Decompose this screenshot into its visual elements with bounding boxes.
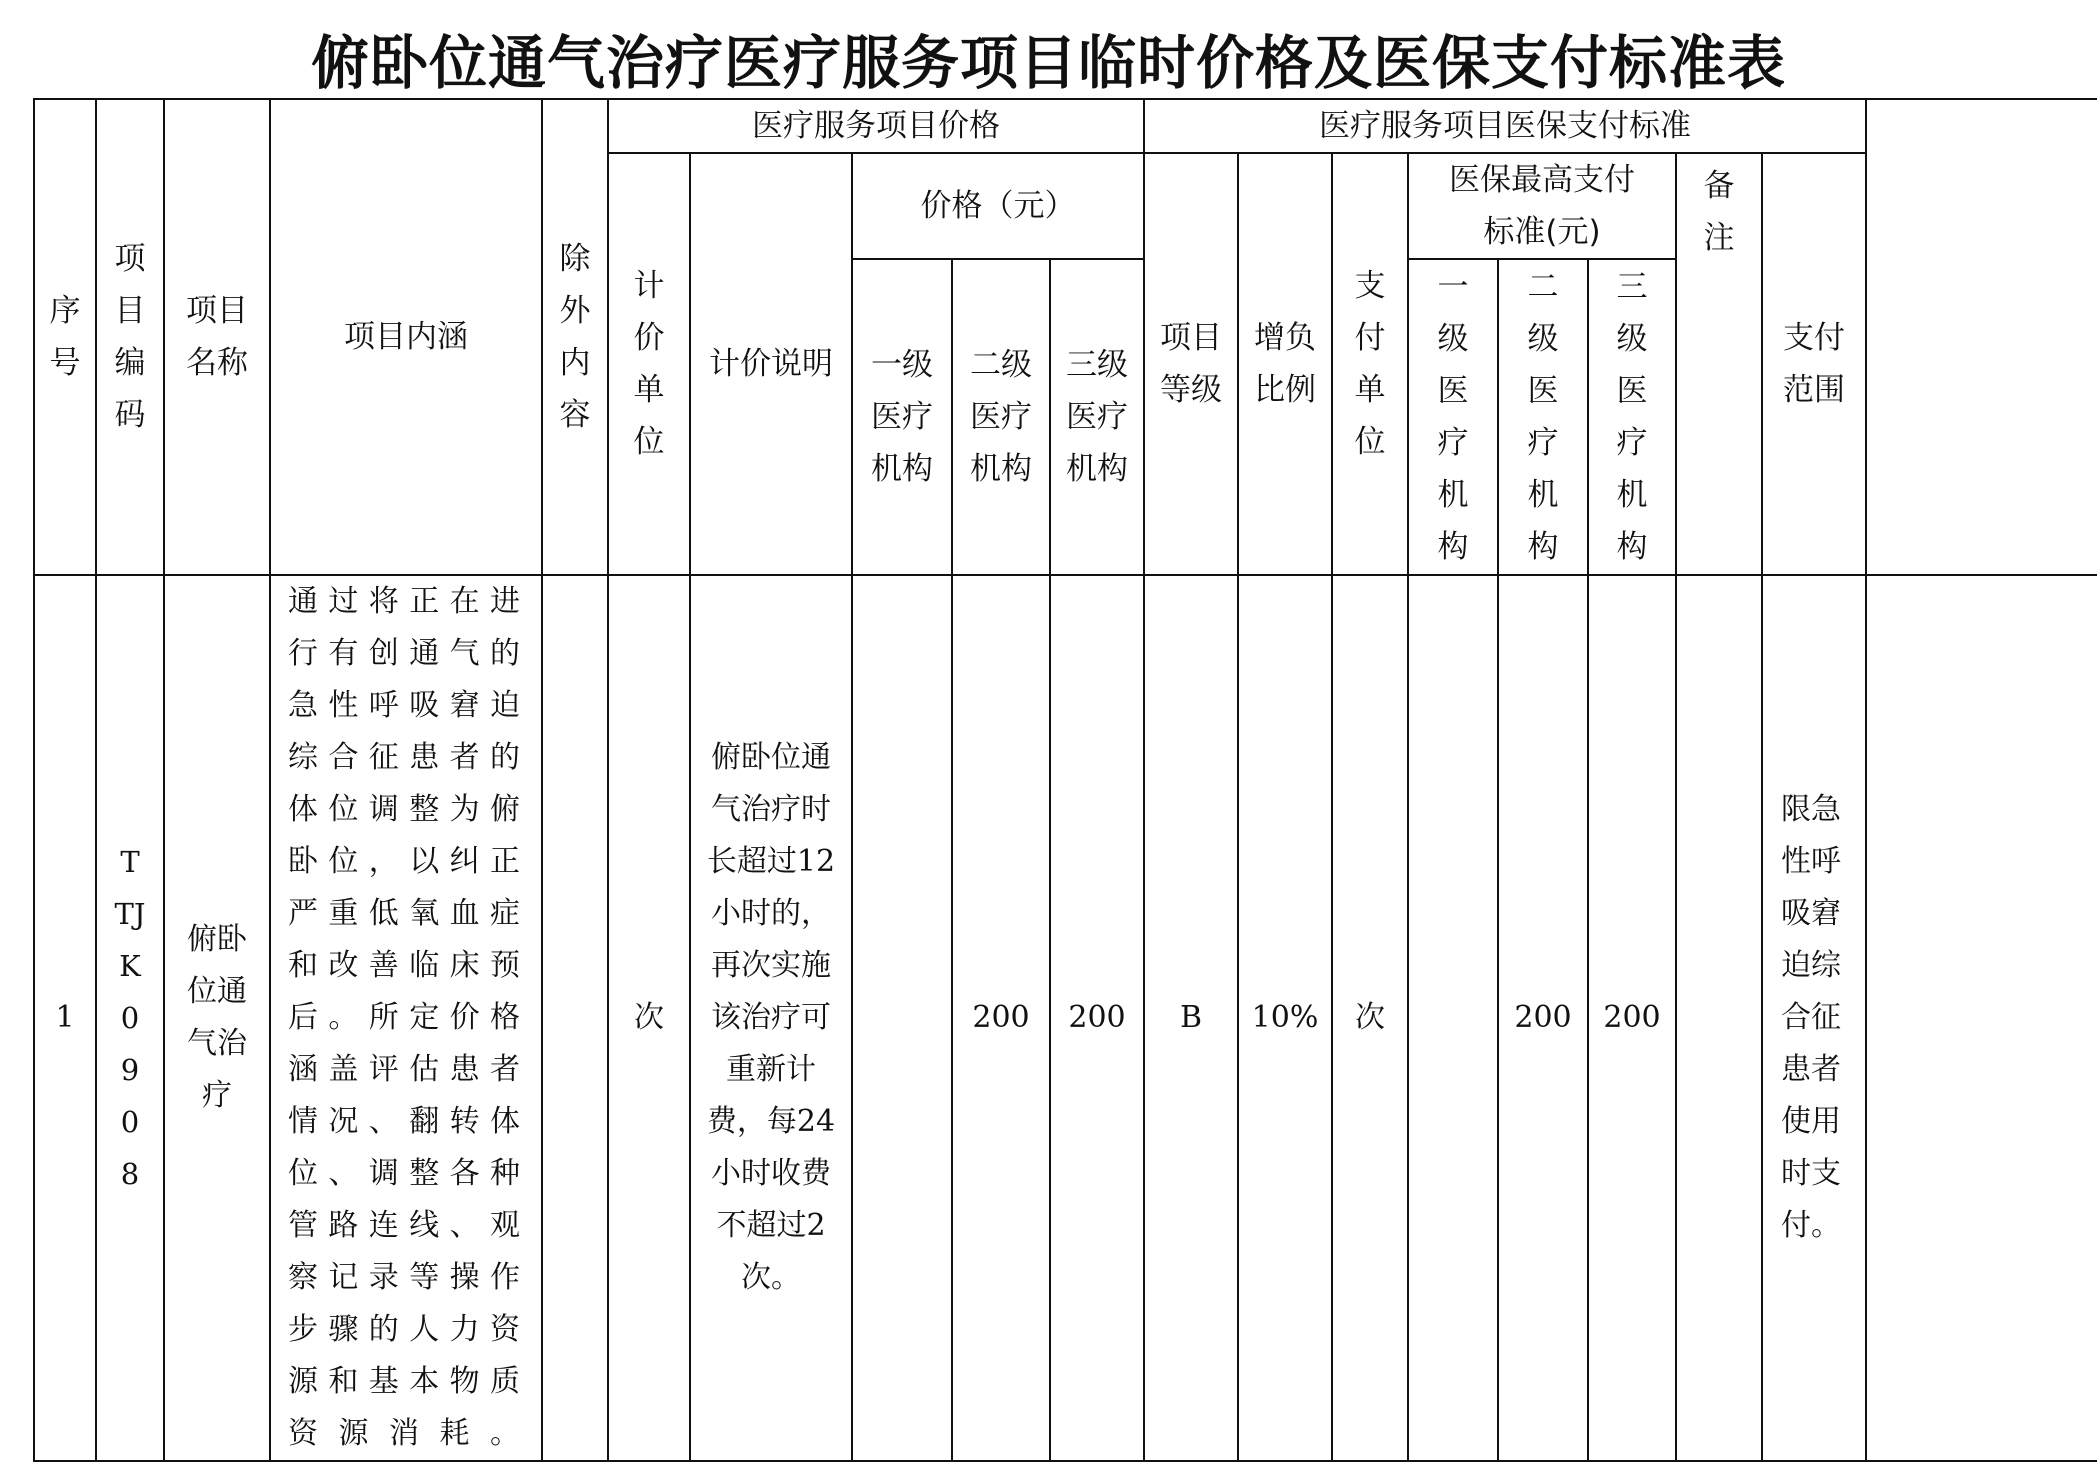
header-code: 项目编码 [96, 99, 164, 575]
cell-ins-level2: 200 [1498, 575, 1588, 1461]
cell-unit: 次 [608, 575, 690, 1461]
cell-remark [1676, 575, 1762, 1461]
header-pricing-note: 计价说明 [690, 153, 852, 575]
cell-copay: 10% [1238, 575, 1332, 1461]
cell-pricing-note: 俯卧位通气治疗时长超过12小时的，再次实施该治疗可重新计费，每24小时收费不超过2次。 [690, 575, 852, 1461]
header-blank-right [1866, 99, 2097, 575]
header-scope: 支付范围 [1762, 153, 1866, 575]
cell-pay-unit: 次 [1332, 575, 1408, 1461]
header-level2: 二级医疗机构 [952, 259, 1050, 575]
cell-ins-level3: 200 [1588, 575, 1676, 1461]
cell-name: 俯卧位通气治疗 [164, 575, 270, 1461]
header-price-yuan: 价格（元） [852, 153, 1144, 259]
header-copay: 增负比例 [1238, 153, 1332, 575]
cell-content: 通过将正在进行有创通气的急性呼吸窘迫综合征患者的体位调整为俯卧位，以纠正严重低氧血症和改善临床预后。所定价格涵盖评估患者情况、翻转体位、调整各种管路连线、观察记录等操作步骤的人力资源和基本物质资源消耗。 [270, 575, 542, 1461]
cell-scope: 限急性呼吸窘迫综合征患者使用时支付。 [1762, 575, 1866, 1461]
header-level1: 一级医疗机构 [852, 259, 952, 575]
header-remark: 备注 [1676, 153, 1762, 575]
header-insurance-group: 医疗服务项目医保支付标准 [1144, 99, 1866, 153]
header-content: 项目内涵 [270, 99, 542, 575]
cell-grade: B [1144, 575, 1238, 1461]
cell-price-level2: 200 [952, 575, 1050, 1461]
header-excluded: 除外内容 [542, 99, 608, 575]
header-unit: 计价单位 [608, 153, 690, 575]
cell-price-level1 [852, 575, 952, 1461]
header-ins-level2: 二级医疗机构 [1498, 259, 1588, 575]
cell-blank-right [1866, 575, 2097, 1461]
cell-seq: 1 [34, 575, 96, 1461]
cell-ins-level1 [1408, 575, 1498, 1461]
cell-price-level3: 200 [1050, 575, 1144, 1461]
header-level3: 三级医疗机构 [1050, 259, 1144, 575]
cell-excluded [542, 575, 608, 1461]
header-price-group: 医疗服务项目价格 [608, 99, 1144, 153]
header-ins-level3: 三级医疗机构 [1588, 259, 1676, 575]
cell-code: TTJK0908 [96, 575, 164, 1461]
page-title: 俯卧位通气治疗医疗服务项目临时价格及医保支付标准表 [310, 29, 1786, 97]
header-ins-level1: 一级医疗机构 [1408, 259, 1498, 575]
header-name: 项目名称 [164, 99, 270, 575]
header-pay-unit: 支付单位 [1332, 153, 1408, 575]
price-table [33, 98, 2097, 1462]
header-max-pay: 医保最高支付标准(元) [1408, 153, 1676, 259]
header-grade: 项目等级 [1144, 153, 1238, 575]
header-seq: 序号 [34, 99, 96, 575]
